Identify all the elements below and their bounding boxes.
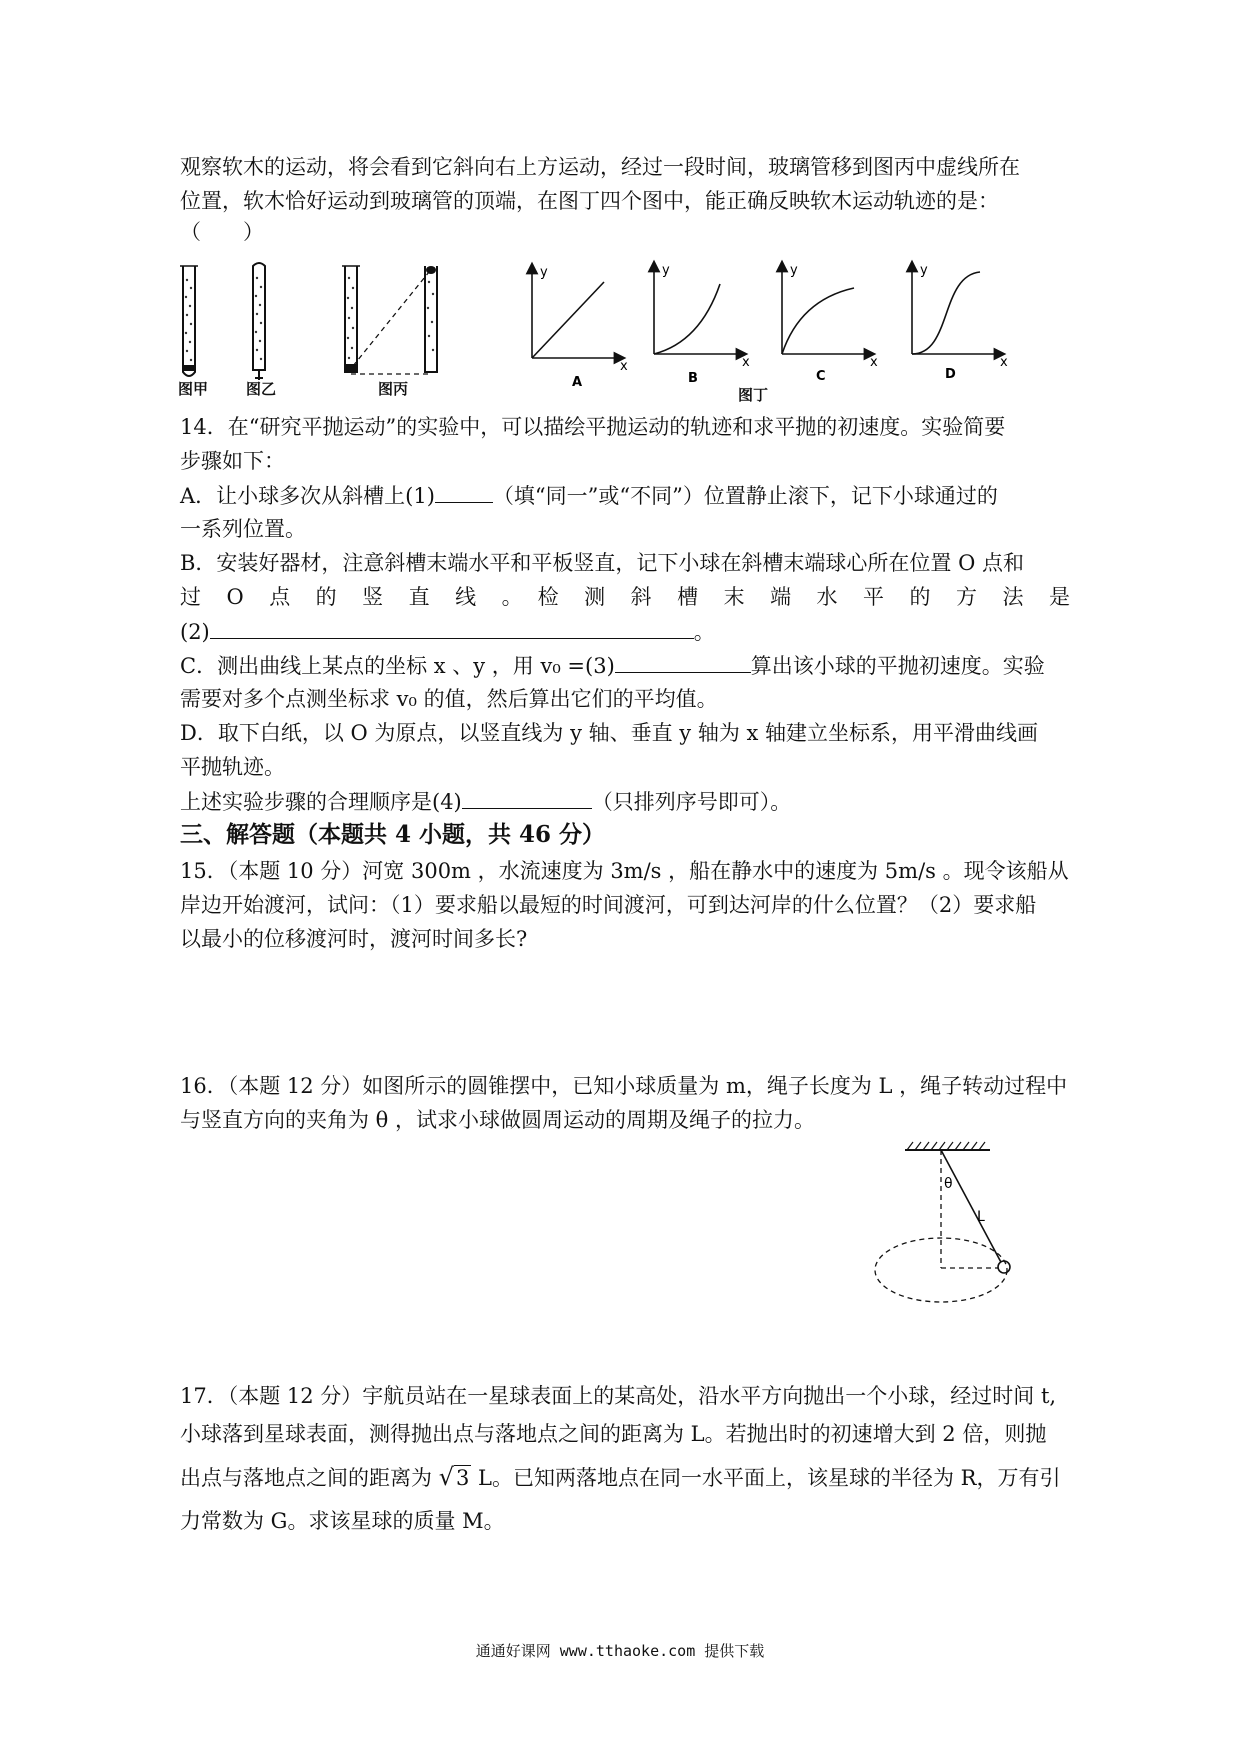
graph-a-x-label: x (620, 359, 628, 374)
graph-c-x-label: x (870, 355, 878, 370)
theta-label: θ (944, 1176, 953, 1192)
q16-line-1: 16．（本题 12 分）如图所示的圆锥摆中，已知小球质量为 m，绳子长度为 L ，绳子转动过程中 (180, 1074, 1068, 1098)
blank-2[interactable] (210, 616, 694, 639)
graph-c (782, 263, 878, 384)
sqrt-radicand: 3 (455, 1466, 470, 1490)
fig-label-jia: 图甲 (178, 380, 209, 398)
tube-jia (180, 266, 198, 376)
q17-line-4: 力常数为 G。求该星球的质量 M。 (180, 1509, 505, 1533)
sqrt-radical: √ (438, 1463, 454, 1491)
graph-d (912, 263, 1008, 382)
fig-label-bing: 图丙 (378, 380, 409, 398)
graph-a (532, 265, 628, 390)
q14-line-1: 14．在“研究平抛运动”的实验中，可以描绘平抛运动的轨迹和求平抛的初速度。实验简要 (180, 415, 1006, 439)
tube-yi (253, 263, 265, 380)
section-3-heading: 三、解答题（本题共 4 小题，共 46 分） (180, 821, 606, 848)
conical-pendulum-figure (865, 1136, 1065, 1346)
q17-line-3: 出点与落地点之间的距离为 √3 L。已知两落地点在同一水平面上，该星球的半径为 R，万有引 (180, 1463, 1061, 1491)
graph-a-y-label: y (540, 265, 548, 280)
graph-c-label: C (816, 369, 826, 384)
q14-step-d-1: D．取下白纸，以 O 为原点，以竖直线为 y 轴、垂直 y 轴为 x 轴建立坐标系，用平滑曲线画 (180, 721, 1039, 745)
q14-step-b-1: B．安装好器材，注意斜槽末端水平和平板竖直，记下小球在斜槽末端球心所在位置 O 点和 (180, 551, 1024, 575)
q16-line-2: 与竖直方向的夹角为 θ ，试求小球做圆周运动的周期及绳子的拉力。 (180, 1108, 815, 1132)
q13-answer-paren: （ ） (180, 220, 264, 244)
tube-figures (175, 262, 455, 392)
blank-4[interactable] (462, 786, 592, 809)
q17-line-2: 小球落到星球表面，测得抛出点与落地点之间的距离为 L。若抛出时的初速增大到 2 倍，则抛 (180, 1422, 1047, 1446)
graph-b-y-label: y (662, 263, 670, 278)
graph-d-label: D (945, 367, 956, 382)
graph-b-label: B (688, 371, 698, 386)
q13-line-2: 位置，软木恰好运动到玻璃管的顶端，在图丁四个图中，能正确反映软木运动轨迹的是： (180, 189, 999, 213)
graph-d-y-label: y (920, 263, 928, 278)
graph-a-label: A (572, 375, 583, 390)
blank-3[interactable] (615, 650, 751, 673)
q14-step-c-1: C．测出曲线上某点的坐标 x 、y ，用 v₀ =(3) 算出该小球的平抛初速度。实验 (180, 650, 1070, 681)
q14-step-b-3: (2) 。 (180, 616, 1070, 647)
q14-step-a-1: A．让小球多次从斜槽上(1) （填“同一”或“不同”）位置静止滚下，记下小球通过的 (180, 480, 1070, 511)
graph-b-x-label: x (742, 355, 750, 370)
q17-line-1: 17．（本题 12 分）宇航员站在一星球表面上的某高处，沿水平方向抛出一个小球，经过时间 t, (180, 1384, 1057, 1408)
trajectory-graphs (520, 262, 1040, 392)
q15-line-1: 15．（本题 10 分）河宽 300m ，水流速度为 3m/s ，船在静水中的速度为 5m/s 。现令该船从 (180, 859, 1069, 883)
fig-label-ding: 图丁 (738, 386, 769, 404)
q14-line-2: 步骤如下： (180, 449, 285, 473)
tube-bing (342, 266, 437, 374)
q14-step-c-2: 需要对多个点测坐标求 v₀ 的值，然后算出它们的平均值。 (180, 687, 718, 711)
length-label: L (977, 1209, 985, 1225)
graph-b (654, 263, 750, 386)
q14-step-d-2: 平抛轨迹。 (180, 755, 285, 779)
footer-credit: 通通好课网 www.tthaoke.com 提供下载 (475, 1642, 765, 1660)
graph-c-y-label: y (790, 263, 798, 278)
graph-d-x-label: x (1000, 355, 1008, 370)
fig-label-yi: 图乙 (246, 380, 277, 398)
blank-1[interactable] (435, 480, 493, 503)
q15-line-2: 岸边开始渡河，试问：（1）要求船以最短的时间渡河，可到达河岸的什么位置？（2）要求船 (180, 893, 1037, 917)
q14-step-a-2: 一系列位置。 (180, 517, 306, 541)
q14-step-b-2: 过 O 点 的 竖 直 线 。 检 测 斜 槽 末 端 水 平 的 方 法 是 (180, 585, 1070, 609)
q15-line-3: 以最小的位移渡河时，渡河时间多长? (180, 927, 528, 951)
q13-line-1: 观察软木的运动，将会看到它斜向右上方运动，经过一段时间，玻璃管移到图丙中虚线所在 (180, 155, 1020, 179)
q14-order: 上述实验步骤的合理顺序是(4) （只排列序号即可）。 (180, 786, 1070, 817)
